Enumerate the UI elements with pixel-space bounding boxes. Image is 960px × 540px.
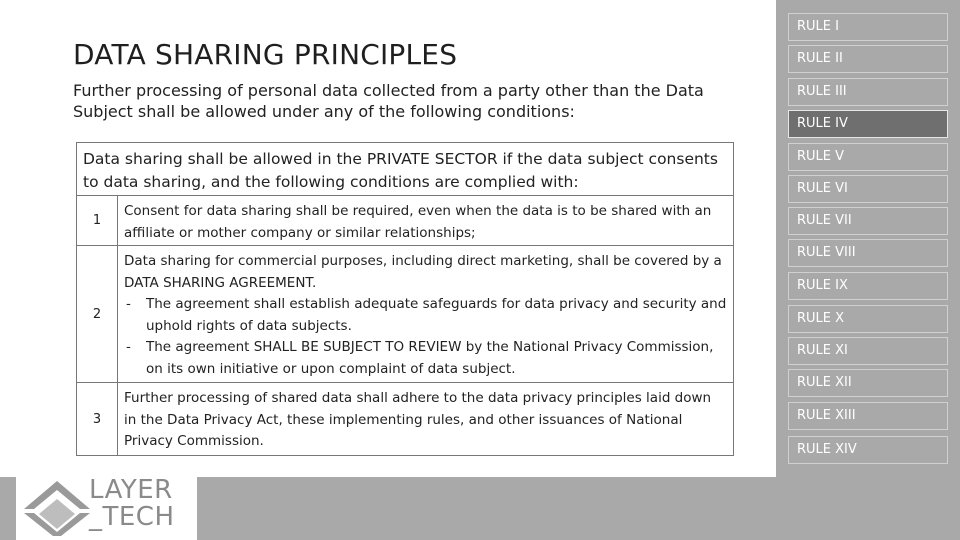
conditions-table (76, 142, 734, 456)
rules-sidebar (776, 0, 960, 477)
logo-wordmark (89, 477, 199, 531)
rule-button-13[interactable]: RULE XIII (788, 402, 948, 430)
footer-bar (197, 477, 960, 540)
rule-button-7[interactable]: RULE VII (788, 207, 948, 235)
condition-number: 1 (77, 196, 118, 245)
bullet-item (124, 337, 727, 380)
footer-strip (0, 477, 16, 540)
rule-button-11[interactable]: RULE XI (788, 337, 948, 365)
rule-button-14[interactable]: RULE XIV (788, 436, 948, 464)
condition-text-block (118, 246, 733, 382)
condition-text: Consent for data sharing shall be required, even when the data is to be shared with an affiliate or mother company or similar relationships; (124, 203, 712, 241)
rule-button-2[interactable]: RULE II (788, 45, 948, 73)
rule-button-3[interactable]: RULE III (788, 78, 948, 106)
rule-button-10[interactable]: RULE X (788, 305, 948, 333)
bullet-item (124, 294, 727, 337)
company-logo (16, 477, 197, 540)
condition-row (77, 246, 733, 383)
rule-button-5[interactable]: RULE V (788, 143, 948, 171)
condition-number: 2 (77, 246, 118, 382)
conditions-heading: Data sharing shall be allowed in the PRIVATE SECTOR if the data subject consents to data sharing, and the following conditions are complied with: (77, 143, 733, 196)
page-title: DATA SHARING PRINCIPLES (73, 38, 458, 71)
bullet-text: The agreement shall establish adequate safeguards for data privacy and security and uphold rights of data subjects. (146, 296, 727, 334)
bullet-text: The agreement SHALL BE SUBJECT TO REVIEW by the National Privacy Commission, on its own initiative or upon complaint of data subject. (146, 339, 714, 377)
logo-line-2: _TECH (89, 502, 175, 532)
condition-row (77, 383, 733, 455)
bullet-dash: - (126, 339, 131, 355)
rule-button-9[interactable]: RULE IX (788, 272, 948, 300)
condition-number: 3 (77, 383, 118, 455)
intro-text: Further processing of personal data collected from a party other than the Data Subject shall be allowed under any of the following conditions: (73, 81, 704, 121)
bullet-dash: - (126, 296, 131, 312)
rule-button-1[interactable]: RULE I (788, 13, 948, 41)
rule-button-4[interactable]: RULE IV (788, 110, 948, 138)
condition-text: Further processing of shared data shall adhere to the data privacy principles laid down in the Data Privacy Act, these implementing rules, and other issuances of National Privacy Commission. (124, 390, 712, 449)
rule-button-12[interactable]: RULE XII (788, 369, 948, 397)
rule-button-6[interactable]: RULE VI (788, 175, 948, 203)
condition-text: Data sharing for commercial purposes, including direct marketing, shall be covered by a DATA SHARING AGREEMENT. (124, 253, 722, 291)
layer-tech-logo-icon (22, 479, 92, 537)
rule-button-8[interactable]: RULE VIII (788, 239, 948, 267)
condition-row (77, 196, 733, 246)
logo-line-1: LAYER (89, 475, 173, 505)
